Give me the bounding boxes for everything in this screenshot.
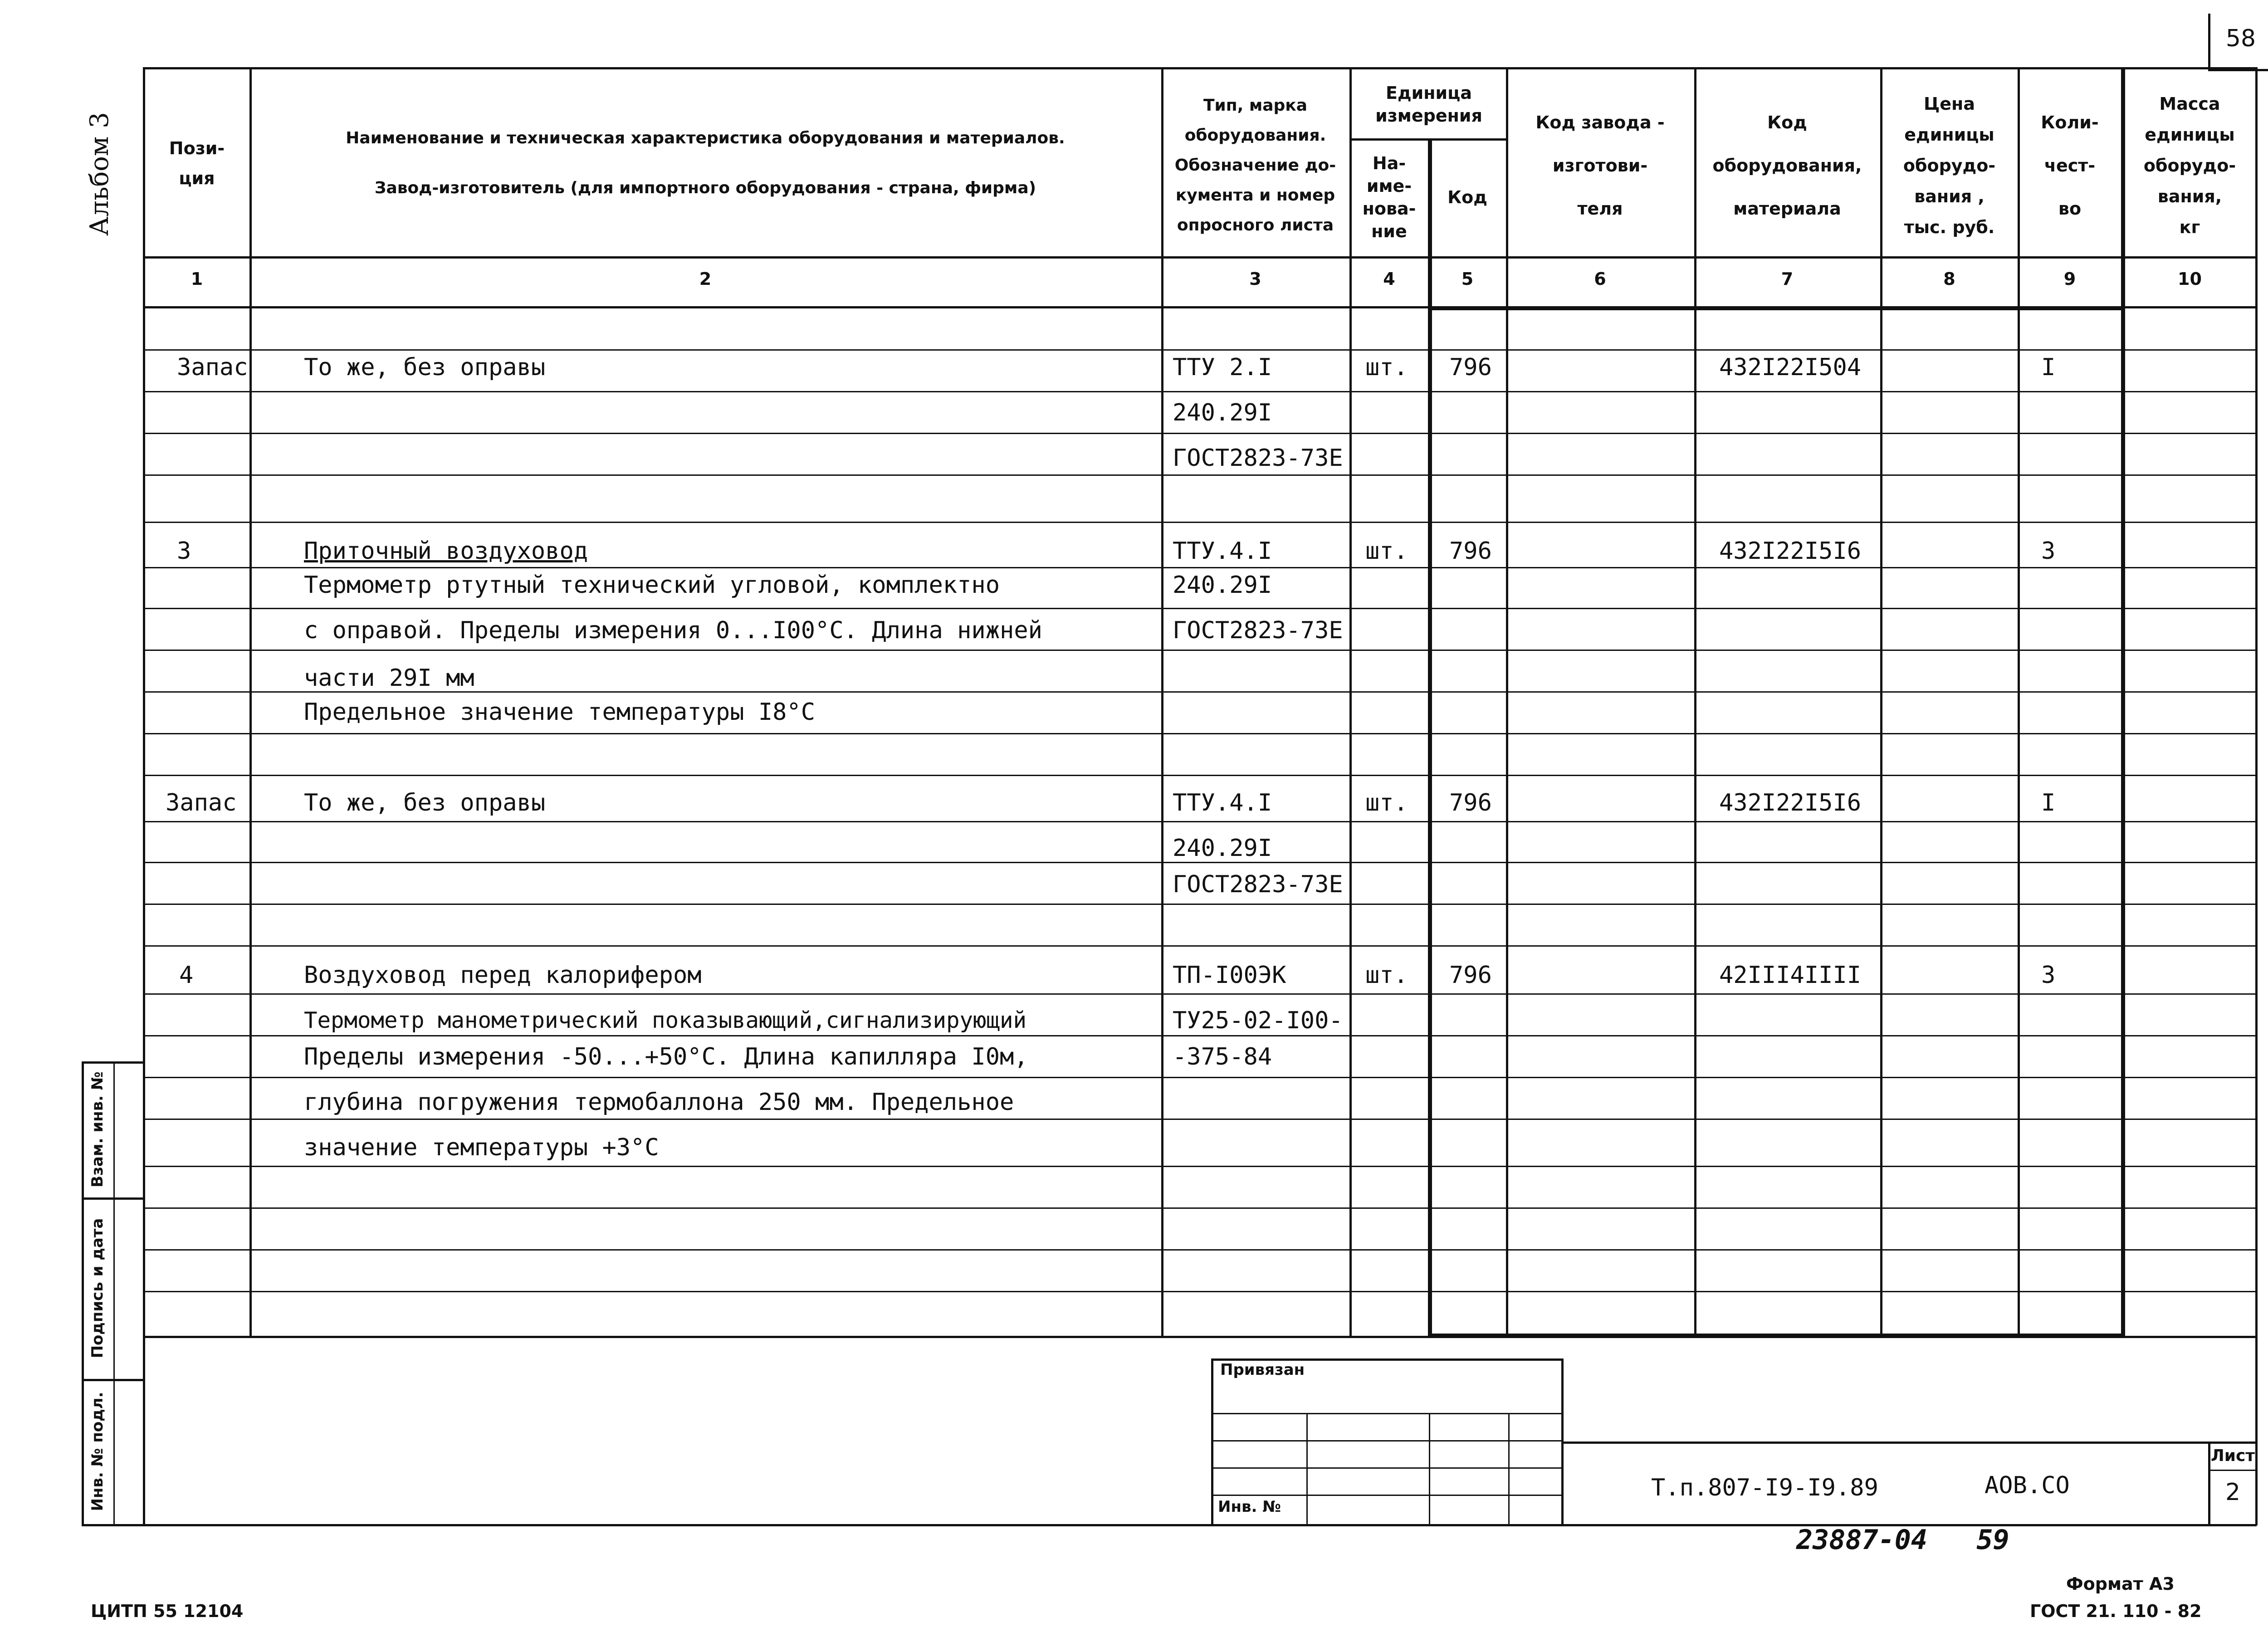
stamp-line [1211,1467,1563,1469]
side-label-podpis: Подпись и дата [88,1218,107,1358]
col-num: 7 [1781,269,1794,289]
stamp-line [1429,1413,1430,1524]
table-cell-type: 240.29I [1173,572,1272,599]
col-line-9 [2121,67,2125,1337]
table-cell-pos: 3 [177,537,191,565]
table-cell-qty: I [2041,354,2056,381]
table-cell-type: ТУ25-02-I00- [1173,1007,1343,1034]
table-cell-name: значение температуры +3°С [304,1134,659,1161]
table-cell-type: ТТУ 2.I [1173,354,1272,381]
table-cell-type: ГОСТ2823-73Е [1173,617,1343,644]
footer-left: ЦИТП 55 12104 [91,1601,244,1621]
table-cell-type: -375-84 [1173,1043,1272,1070]
album-label: Альбом 3 [85,112,114,236]
stamp-line [2208,1470,2257,1471]
table-cell-name: Пределы измерения -50...+50°С. Длина капилляра I0м, [304,1043,1028,1070]
col-line-1 [249,67,252,1337]
table-cell-pos: 4 [179,962,194,989]
side-line [113,1061,115,1524]
header-unit: Единица измерения [1375,83,1482,126]
table-cell-name: глубина погружения термобаллона 250 мм. Предельное [304,1089,1014,1116]
stamp-line [1306,1413,1308,1524]
sheet-number: 2 [2225,1479,2241,1506]
row-line [143,1291,2257,1292]
table-cell-qty: I [2041,789,2056,816]
side-label-vzam: Взам. инв. № [88,1071,107,1187]
row-line [143,608,2257,609]
header-material-code: Код оборудования, материала [1712,112,1862,219]
stamp-line [1211,1440,1563,1441]
table-cell-material: 432I22I5I6 [1719,789,1862,816]
sheet-label: Лист [2210,1446,2255,1465]
bold-box-bottom [1428,1334,2125,1338]
table-cell-type: ТП-I00ЭК [1173,962,1286,989]
table-cell-qty: 3 [2041,962,2056,989]
stamp-line [1211,1495,1563,1496]
header-mass: Масса единицы оборудо- вания, кг [2143,94,2236,237]
table-cell-name: Предельное значение температуры I8°С [304,699,816,726]
table-cell-pos: Запас [177,354,248,381]
footer-gost: ГОСТ 21. 110 - 82 [2030,1601,2202,1621]
header-factory-code: Код завода - изготови- теля [1535,112,1665,219]
table-cell-material: 432I22I504 [1719,354,1862,381]
table-cell-name: То же, без оправы [304,354,546,381]
table-cell-type: 240.29I [1173,399,1272,426]
stamp-inv-no: Инв. № [1218,1498,1281,1516]
table-cell-material: 432I22I5I6 [1719,537,1862,565]
header-quantity: Коли- чест- во [2041,112,2099,219]
page-number: 58 [2225,25,2256,52]
col-num: 4 [1383,269,1395,289]
table-cell-type: ГОСТ2823-73Е [1173,871,1343,898]
col-num: 3 [1249,269,1261,289]
header-bottom [143,256,2257,259]
handwritten-number: 23887-04 59 [1796,1524,2009,1556]
col-line-4 [1428,138,1432,1338]
stamp-line [1561,1441,2257,1444]
table-cell-name: Воздуховод перед калорифером [304,962,702,989]
header-unit-code: Код [1447,187,1487,207]
table-cell-code: 796 [1449,962,1492,989]
row-line [143,522,2257,523]
table-cell-unit: шт. [1365,354,1408,381]
header-type: Тип, марка оборудования. Обозначение до- кумента и номер опросного листа [1174,96,1336,235]
col-num: 2 [699,269,712,289]
table-cell-type: 240.29I [1173,835,1272,862]
frame-left-outer [82,1061,84,1525]
stamp-line [1211,1358,1213,1525]
table-cell-code: 796 [1449,537,1492,565]
table-cell-code: 796 [1449,354,1492,381]
side-label-inv-podl: Инв. № подл. [88,1392,107,1511]
footer-format: Формат А3 [2066,1574,2175,1594]
col-line-6 [1694,67,1696,1337]
row-line [143,945,2257,947]
row-line [143,733,2257,734]
col-line-2 [1161,67,1163,1337]
stamp-line [1508,1413,1510,1524]
col-line-8 [2018,67,2020,1337]
doc-mark: АОВ.СО [1984,1472,2070,1499]
col-line-3 [1349,67,1352,1337]
stamp-line [1211,1413,1563,1414]
header-unit-name: На- име- нова- ние [1362,153,1416,241]
bold-box-top [1428,306,2125,310]
table-cell-name: Приточный воздуховод [304,537,588,565]
doc-code: Т.п.807-I9-I9.89 [1651,1474,1878,1501]
table-cell-unit: шт. [1365,962,1408,989]
table-top [143,67,2257,69]
col-num: 8 [1943,269,1955,289]
table-cell-name: Термометр ртутный технический угловой, комплектно [304,572,1000,599]
table-cell-type: ТТУ.4.I [1173,789,1272,816]
frame-right [2255,67,2258,1525]
row-line [143,775,2257,776]
table-cell-type: ГОСТ2823-73Е [1173,445,1343,472]
table-cell-pos: Запас [166,789,237,816]
table-cell-code: 796 [1449,789,1492,816]
col-num: 5 [1461,269,1474,289]
col-num: 6 [1594,269,1606,289]
row-line [143,1249,2257,1251]
table-cell-name: Термометр манометрический показывающий,сигнализирующий [304,1007,1027,1033]
header-name: Наименование и техническая характеристика оборудования и материалов. Завод-изготовитель (для импортного оборудования - страна, фирма) [346,129,1065,197]
col-num: 10 [2178,269,2202,289]
table-cell-qty: 3 [2041,537,2056,565]
col-line-5 [1506,67,1508,1337]
table-cell-name: части 29I мм [304,665,474,692]
table-cell-type: ТТУ.4.I [1173,537,1272,565]
header-price: Цена единицы оборудо- вания , тыс. руб. [1903,94,1996,237]
stamp-privyazan: Привязан [1220,1361,1305,1379]
col-line-7 [1880,67,1882,1337]
col-num: 1 [191,269,203,289]
table-cell-unit: шт. [1365,537,1408,565]
col-num: 9 [2063,269,2076,289]
page-num-box-left [2208,14,2210,70]
table-cell-unit: шт. [1365,789,1408,816]
table-cell-name: То же, без оправы [304,789,546,816]
table-cell-material: 42III4IIII [1719,962,1862,989]
table-cell-name: с оправой. Пределы измерения 0...I00°С. Длина нижней [304,617,1042,644]
row-line [143,1207,2257,1209]
header-position: Пози- ция [169,138,225,188]
